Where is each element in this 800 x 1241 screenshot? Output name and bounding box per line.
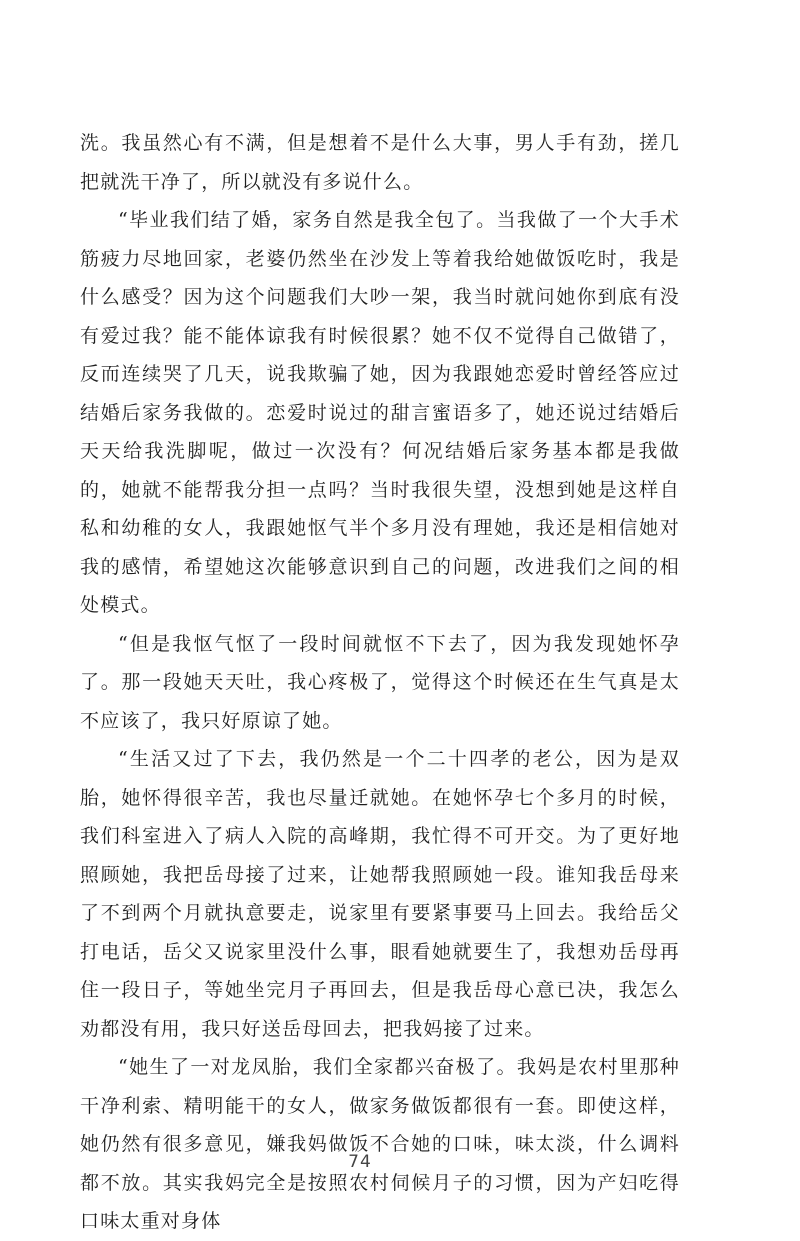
paragraph-1: 洗。我虽然心有不满，但是想着不是什么大事，男人手有劲，搓几把就洗干净了，所以就没有多说什么。 [80,132,680,193]
paragraph-5: “她生了一对龙凤胎，我们全家都兴奋极了。我妈是农村里那种干净利索、精明能干的女人，做家务做饭都很有一套。即使这样，她仍然有很多意见，嫌我妈做饭不合她的口味，味太淡，什么调料都不放。其实我妈完全是按照农村伺候月子的习惯，因为产妇吃得口味太重对身体 [80,1056,680,1232]
page-number: 74 [348,1152,372,1172]
paragraph-2: “毕业我们结了婚，家务自然是我全包了。当我做了一个大手术筋疲力尽地回家，老婆仍然坐在沙发上等着我给她做饭吃时，我是什么感受？因为这个问题我们大吵一架，我当时就问她你到底有没有爱过我？能不能体谅我有时候很累？她不仅不觉得自己做错了，反而连续哭了几天，说我欺骗了她，因为我跟她恋爱时曾经答应过结婚后家务我做的。恋爱时说过的甜言蜜语多了，她还说过结婚后天天给我洗脚呢，做过一次没有？何况结婚后家务基本都是我做的，她就不能帮我分担一点吗？当时我很失望，没想到她是这样自私和幼稚的女人，我跟她怄气半个多月没有理她，我还是相信她对我的感情，希望她这次能够意识到自己的问题，改进我们之间的相处模式。 [80,209,680,616]
paragraph-4: “生活又过了下去，我仍然是一个二十四孝的老公，因为是双胎，她怀得很辛苦，我也尽量迁就她。在她怀孕七个多月的时候，我们科室进入了病人入院的高峰期，我忙得不可开交。为了更好地照顾她，我把岳母接了过来，让她帮我照顾她一段。谁知我岳母来了不到两个月就执意要走，说家里有要紧事要马上回去。我给岳父打电话，岳父又说家里没什么事，眼看她就要生了，我想劝岳母再住一段日子，等她坐完月子再回去，但是我岳母心意已决，我怎么劝都没有用，我只好送岳母回去，把我妈接了过来。 [80,748,680,1040]
page-body [80,124,680,1241]
paragraph-3: “但是我怄气怄了一段时间就怄不下去了，因为我发现她怀孕了。那一段她天天吐，我心疼极了，觉得这个时候还在生气真是太不应该了，我只好原谅了她。 [80,632,680,732]
